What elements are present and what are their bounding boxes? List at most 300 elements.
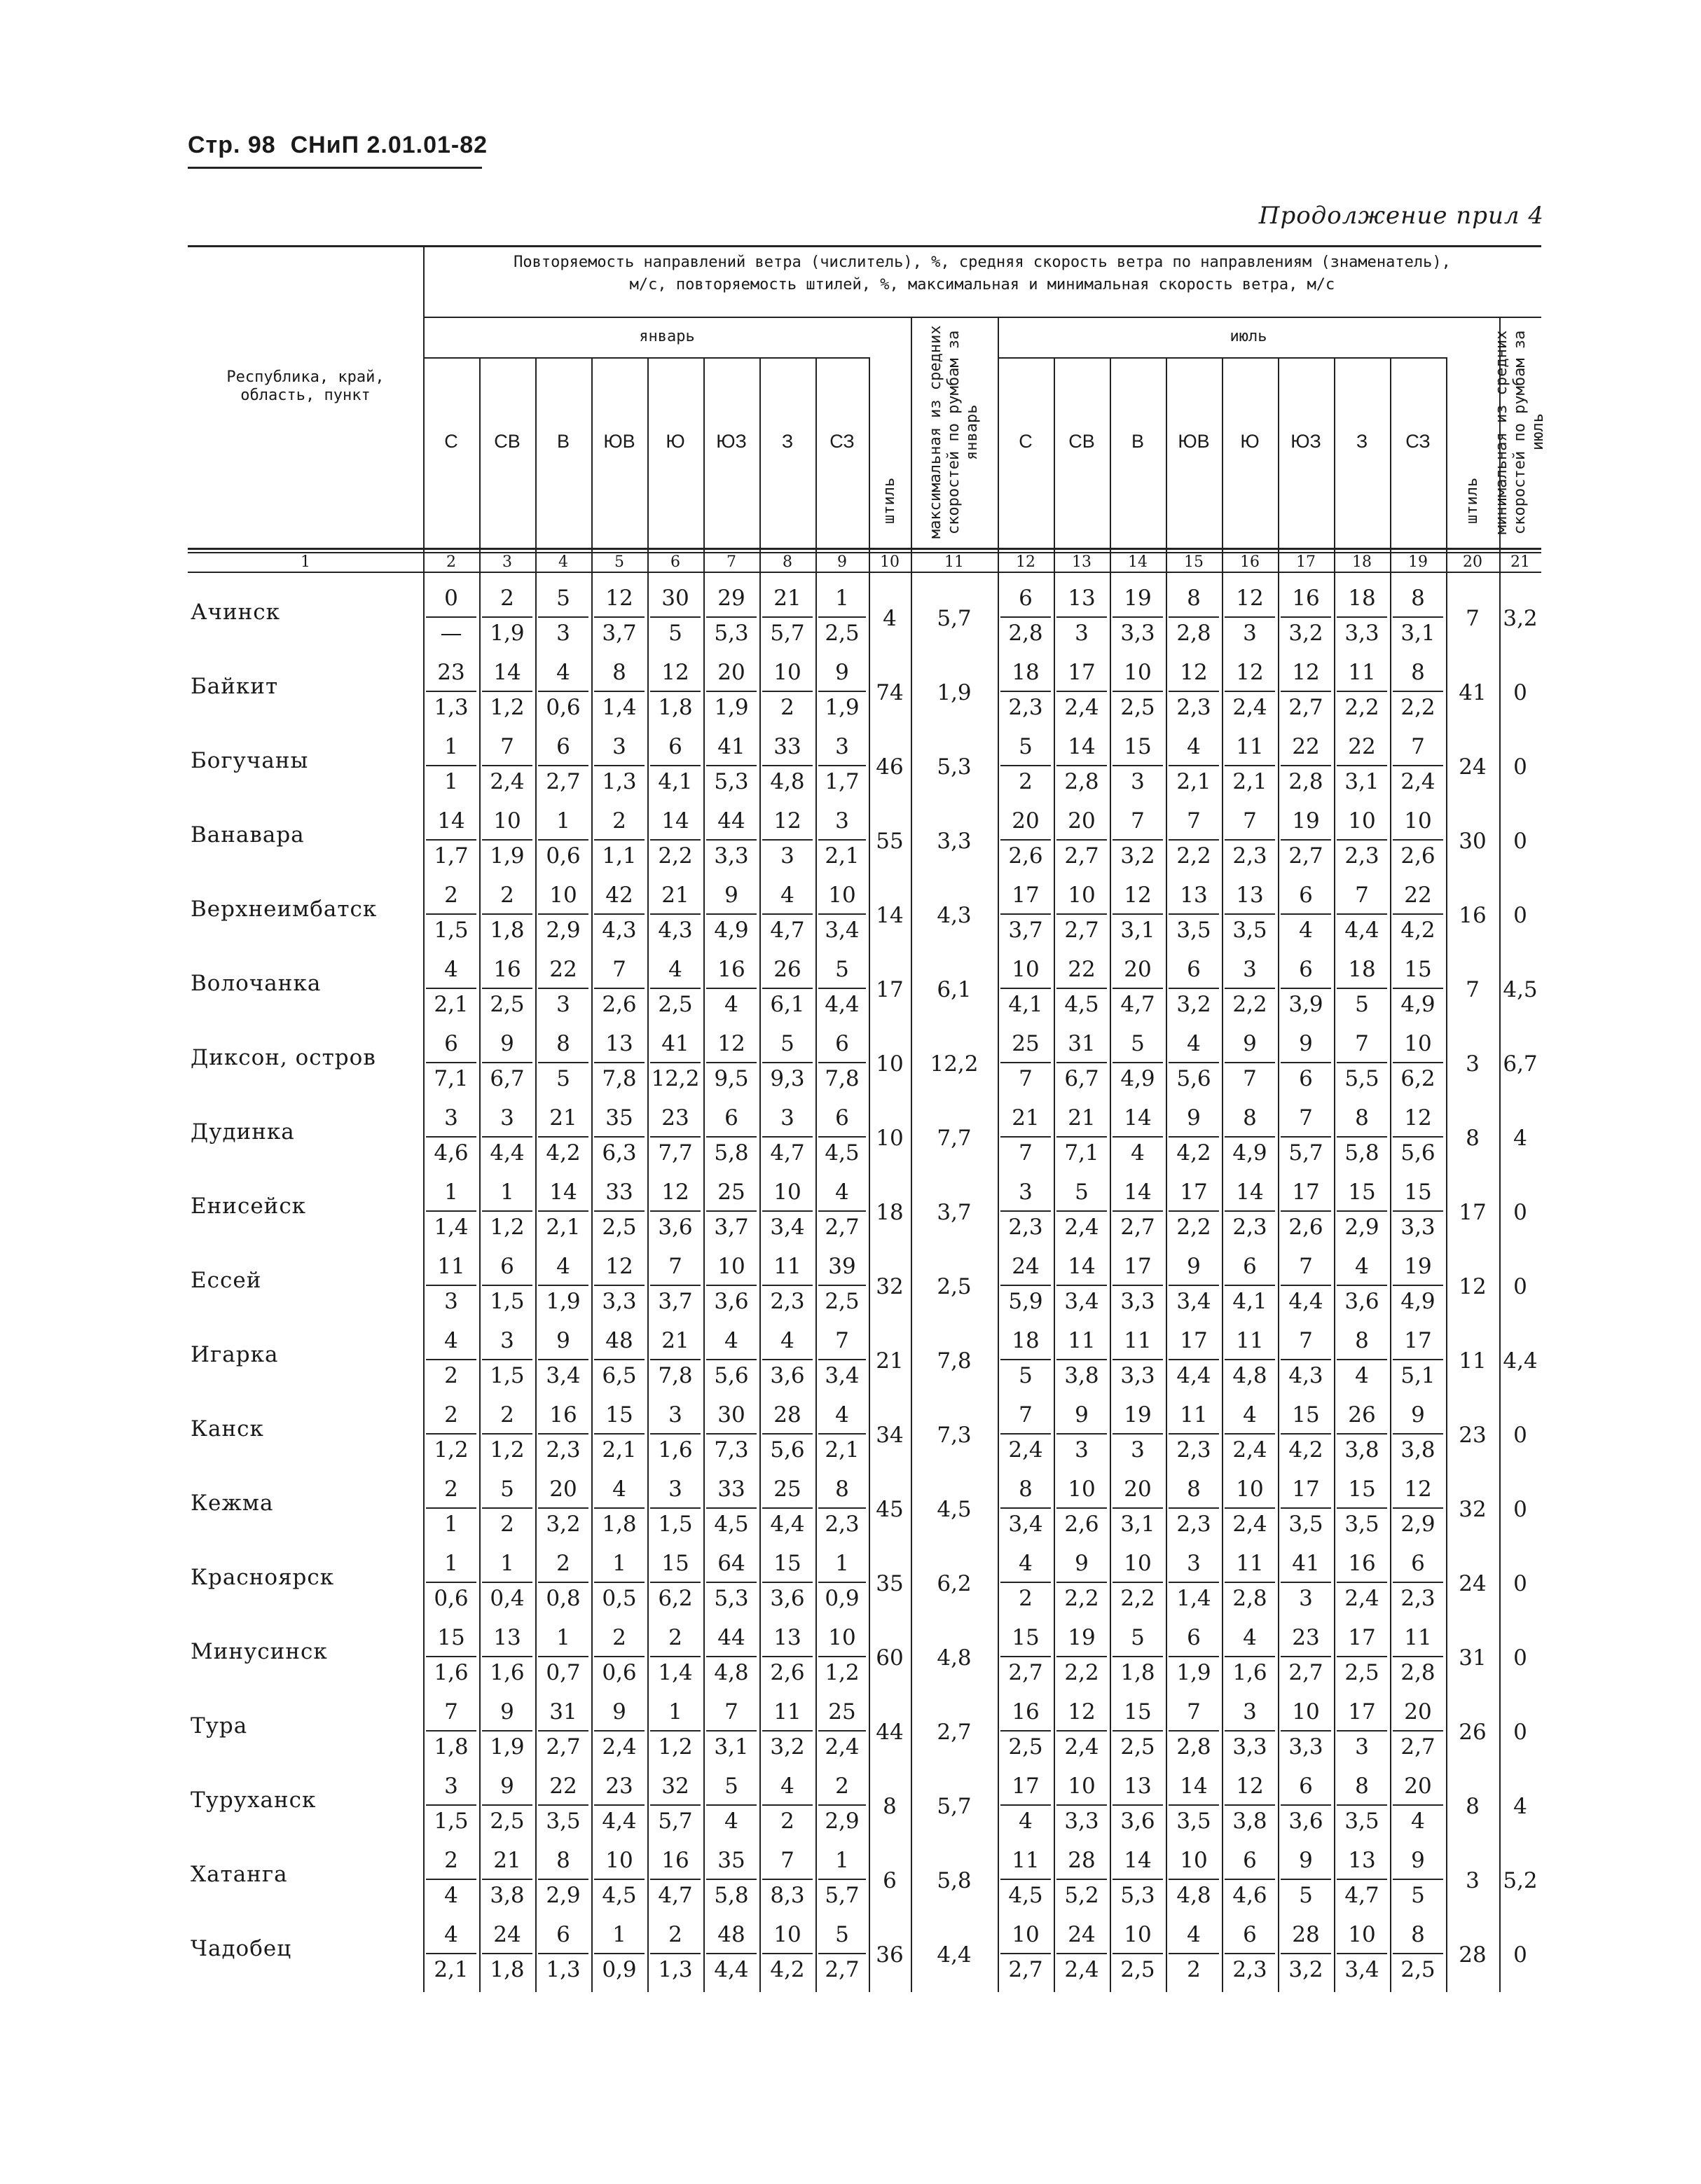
fraction-bar bbox=[426, 1062, 476, 1063]
fraction-bar bbox=[1393, 1656, 1443, 1657]
mean-speed: 1 bbox=[444, 1512, 458, 1537]
fraction-bar bbox=[1281, 1433, 1331, 1435]
jul-calm-value: 7 bbox=[1466, 977, 1480, 1002]
frequency: 21 bbox=[773, 586, 801, 611]
frequency: 15 bbox=[1348, 1477, 1376, 1502]
mean-speed: 3,4 bbox=[546, 1363, 581, 1388]
frequency: 15 bbox=[661, 1551, 689, 1576]
mean-speed: 2 bbox=[1019, 769, 1033, 794]
frequency: 9 bbox=[612, 1699, 626, 1725]
frequency: 3 bbox=[500, 1328, 514, 1353]
mean-speed: 3,4 bbox=[825, 1363, 860, 1388]
fraction-bar bbox=[1337, 1953, 1387, 1954]
mean-speed: 3,3 bbox=[1120, 1363, 1155, 1388]
fraction-bar bbox=[1225, 1730, 1275, 1732]
fraction-bar bbox=[538, 839, 588, 841]
mean-speed: 4,8 bbox=[1176, 1883, 1211, 1908]
jan-calm-value: 18 bbox=[876, 1200, 904, 1225]
frequency: 7 bbox=[1019, 1402, 1033, 1428]
col-number-7: 7 bbox=[726, 553, 736, 571]
wind-fraction bbox=[703, 1475, 759, 1544]
jul-dir-7: СЗ bbox=[1405, 430, 1431, 452]
mean-speed: 2,5 bbox=[1400, 1957, 1435, 1982]
fraction-bar bbox=[1225, 765, 1275, 766]
fraction-bar bbox=[426, 616, 476, 618]
mean-speed: 1,6 bbox=[1232, 1660, 1267, 1685]
wind-fraction bbox=[1054, 1549, 1110, 1618]
frequency: 33 bbox=[605, 1180, 633, 1205]
wind-fraction bbox=[1054, 584, 1110, 653]
fraction-bar bbox=[762, 1285, 813, 1286]
wind-fraction bbox=[1334, 881, 1390, 950]
mean-speed: 5,5 bbox=[1344, 1066, 1379, 1091]
wind-fraction bbox=[591, 1549, 647, 1618]
frequency: 11 bbox=[1068, 1328, 1096, 1353]
fraction-bar bbox=[1225, 1285, 1275, 1286]
mean-speed: 5,3 bbox=[714, 621, 749, 646]
fraction-bar bbox=[482, 1433, 532, 1435]
fraction-bar bbox=[1393, 1062, 1443, 1063]
fraction-bar bbox=[482, 1953, 532, 1954]
wind-fraction bbox=[647, 955, 703, 1024]
fraction-bar bbox=[1000, 691, 1051, 692]
mean-speed: 3,5 bbox=[1344, 1809, 1379, 1834]
frequency: 10 bbox=[1068, 1477, 1096, 1502]
jan-max-value: 6,2 bbox=[937, 1571, 972, 1596]
jan-dir-6: З bbox=[781, 430, 794, 452]
wind-fraction bbox=[1222, 733, 1278, 801]
mean-speed: 2,1 bbox=[602, 1437, 637, 1463]
mean-speed: 0,4 bbox=[490, 1586, 525, 1611]
jul-min-value: 4 bbox=[1513, 1794, 1527, 1819]
fraction-bar bbox=[1169, 1359, 1219, 1360]
frequency: 1 bbox=[500, 1180, 514, 1205]
mean-speed: 2,7 bbox=[1064, 918, 1099, 943]
mean-speed: 2,9 bbox=[1344, 1215, 1379, 1240]
mean-speed: 3,3 bbox=[1288, 1734, 1323, 1760]
mean-speed: 2,2 bbox=[1400, 695, 1435, 720]
jan-calm-value: 46 bbox=[876, 754, 904, 780]
frequency: 3 bbox=[500, 1105, 514, 1131]
fraction-bar bbox=[1169, 839, 1219, 841]
frequency: 6 bbox=[1411, 1551, 1425, 1576]
fraction-bar bbox=[426, 913, 476, 915]
jan-dir-1: СВ bbox=[494, 430, 521, 452]
fraction-bar bbox=[1225, 1804, 1275, 1806]
frequency: 12 bbox=[1236, 660, 1264, 685]
frequency: 2 bbox=[500, 1402, 514, 1428]
frequency: 17 bbox=[1012, 1774, 1040, 1799]
mean-speed: 4,1 bbox=[1008, 992, 1043, 1017]
fraction-bar bbox=[818, 1062, 866, 1063]
frequency: 2 bbox=[556, 1551, 570, 1576]
mean-speed: 5,7 bbox=[770, 621, 805, 646]
fraction-bar bbox=[762, 1136, 813, 1138]
mean-speed: 3,5 bbox=[1344, 1512, 1379, 1537]
fraction-bar bbox=[818, 1210, 866, 1212]
mean-speed: 2,7 bbox=[1400, 1734, 1435, 1760]
wind-fraction bbox=[1166, 1104, 1222, 1173]
mean-speed: 4,4 bbox=[1288, 1289, 1323, 1314]
wind-fraction bbox=[1110, 1178, 1166, 1247]
col-number-14: 14 bbox=[1128, 553, 1148, 571]
fraction-bar bbox=[1113, 616, 1163, 618]
mean-speed: 2,4 bbox=[1064, 1957, 1099, 1982]
wind-fraction bbox=[647, 1698, 703, 1767]
fraction-bar bbox=[482, 1062, 532, 1063]
frequency: 41 bbox=[717, 734, 745, 759]
mean-speed: 4,2 bbox=[546, 1140, 581, 1166]
frequency: 9 bbox=[1243, 1031, 1257, 1056]
mean-speed: 6,2 bbox=[1400, 1066, 1435, 1091]
wind-fraction bbox=[535, 733, 591, 801]
wind-fraction bbox=[479, 1698, 535, 1767]
wind-fraction bbox=[1334, 584, 1390, 653]
jul-calm-value: 24 bbox=[1459, 1571, 1487, 1596]
frequency: 2 bbox=[444, 1477, 458, 1502]
col-number-20: 20 bbox=[1463, 553, 1482, 571]
mean-speed: 3 bbox=[1131, 1437, 1145, 1463]
frequency: 15 bbox=[1012, 1625, 1040, 1650]
wind-fraction bbox=[998, 1846, 1054, 1915]
wind-fraction bbox=[815, 658, 869, 727]
fraction-bar bbox=[426, 1210, 476, 1212]
frequency: 10 bbox=[773, 660, 801, 685]
wind-fraction bbox=[1222, 1772, 1278, 1841]
fraction-bar bbox=[1393, 913, 1443, 915]
frequency: 21 bbox=[661, 883, 689, 908]
wind-fraction bbox=[759, 1772, 815, 1841]
fraction-bar bbox=[1281, 839, 1331, 841]
wind-fraction bbox=[1222, 584, 1278, 653]
jul-calm-value: 23 bbox=[1459, 1423, 1487, 1448]
fraction-bar bbox=[1393, 765, 1443, 766]
wind-fraction bbox=[1054, 733, 1110, 801]
frequency: 21 bbox=[1012, 1105, 1040, 1131]
mean-speed: 9,3 bbox=[770, 1066, 805, 1091]
wind-fraction bbox=[1166, 1549, 1222, 1618]
frequency: 7 bbox=[1187, 1699, 1201, 1725]
fraction-bar bbox=[426, 839, 476, 841]
mean-speed: 5 bbox=[1355, 992, 1369, 1017]
frequency: 15 bbox=[1292, 1402, 1320, 1428]
frequency: 1 bbox=[612, 1551, 626, 1576]
mean-speed: 2,7 bbox=[825, 1215, 860, 1240]
wind-fraction bbox=[998, 807, 1054, 876]
mean-speed: 3,5 bbox=[1176, 1809, 1211, 1834]
fraction-bar bbox=[706, 913, 757, 915]
wind-fraction bbox=[998, 1549, 1054, 1618]
fraction-bar bbox=[1113, 1210, 1163, 1212]
mean-speed: 0,7 bbox=[546, 1660, 581, 1685]
frequency: 4 bbox=[668, 957, 682, 982]
fraction-bar bbox=[1337, 616, 1387, 618]
mean-speed: 0,9 bbox=[602, 1957, 637, 1982]
jan-max-value: 12,2 bbox=[930, 1051, 979, 1077]
fraction-bar bbox=[482, 765, 532, 766]
jul-dir-3: ЮВ bbox=[1178, 430, 1210, 452]
frequency: 31 bbox=[549, 1699, 577, 1725]
mean-speed: 2,6 bbox=[602, 992, 637, 1017]
frequency: 6 bbox=[1187, 1625, 1201, 1650]
wind-fraction bbox=[998, 1104, 1054, 1173]
wind-fraction bbox=[423, 1698, 479, 1767]
fraction-bar bbox=[706, 1062, 757, 1063]
fraction-bar bbox=[650, 839, 701, 841]
wind-fraction bbox=[1222, 1327, 1278, 1395]
frequency: 35 bbox=[605, 1105, 633, 1131]
wind-fraction bbox=[759, 1252, 815, 1321]
mean-speed: 4 bbox=[1411, 1809, 1425, 1834]
wind-fraction bbox=[423, 1475, 479, 1544]
mean-speed: 4,3 bbox=[658, 918, 693, 943]
fraction-bar bbox=[1281, 913, 1331, 915]
wind-fraction bbox=[479, 733, 535, 801]
wind-fraction bbox=[1334, 1772, 1390, 1841]
mean-speed: 2,7 bbox=[546, 1734, 581, 1760]
wind-fraction bbox=[1390, 1178, 1446, 1247]
wind-fraction bbox=[759, 1104, 815, 1173]
mean-speed: 5,8 bbox=[714, 1140, 749, 1166]
mean-speed: 3,3 bbox=[1064, 1809, 1099, 1834]
frequency: 44 bbox=[717, 808, 745, 834]
mean-speed: 5,6 bbox=[1400, 1140, 1435, 1166]
caption: Повторяемость направлений ветра (числитель), %, средняя скорость ветра по направлениям (знаменатель), bbox=[514, 254, 1451, 271]
fraction-bar bbox=[594, 1730, 645, 1732]
mean-speed: 1,4 bbox=[434, 1215, 469, 1240]
mean-speed: 7 bbox=[1019, 1066, 1033, 1091]
frequency: 4 bbox=[780, 1328, 794, 1353]
mean-speed: 2,1 bbox=[1176, 769, 1211, 794]
frequency: 15 bbox=[773, 1551, 801, 1576]
wind-fraction bbox=[998, 1401, 1054, 1470]
frequency: 10 bbox=[549, 883, 577, 908]
frequency: 19 bbox=[1404, 1254, 1432, 1279]
fraction-bar bbox=[1056, 1879, 1107, 1880]
wind-fraction bbox=[423, 1772, 479, 1841]
fraction-bar bbox=[650, 1656, 701, 1657]
mean-speed: 5,3 bbox=[714, 769, 749, 794]
frequency: 21 bbox=[661, 1328, 689, 1353]
mean-speed: 3 bbox=[1131, 769, 1145, 794]
wind-fraction bbox=[998, 1178, 1054, 1247]
frequency: 5 bbox=[1131, 1031, 1145, 1056]
wind-fraction bbox=[815, 1104, 869, 1173]
fraction-bar bbox=[762, 988, 813, 989]
station-name: Волочанка bbox=[191, 971, 322, 996]
fraction-bar bbox=[1056, 1062, 1107, 1063]
wind-fraction bbox=[1054, 1921, 1110, 1989]
fraction-bar bbox=[762, 1879, 813, 1880]
frequency: 13 bbox=[1124, 1774, 1152, 1799]
wind-fraction bbox=[1278, 807, 1334, 876]
jul-calm-value: 11 bbox=[1459, 1348, 1487, 1374]
frequency: 10 bbox=[828, 883, 856, 908]
fraction-bar bbox=[594, 765, 645, 766]
mean-speed: 1,5 bbox=[490, 1363, 525, 1388]
fraction-bar bbox=[706, 1136, 757, 1138]
col-number-1: 1 bbox=[301, 553, 310, 571]
mean-speed: 3,1 bbox=[1120, 918, 1155, 943]
mean-speed: 4,9 bbox=[1400, 1289, 1435, 1314]
frequency: 14 bbox=[1236, 1180, 1264, 1205]
mean-speed: 0,8 bbox=[546, 1586, 581, 1611]
mean-speed: 5,7 bbox=[1288, 1140, 1323, 1166]
wind-fraction bbox=[1166, 584, 1222, 653]
frequency: 4 bbox=[1355, 1254, 1369, 1279]
mean-speed: 4,3 bbox=[1288, 1363, 1323, 1388]
frequency: 17 bbox=[1292, 1180, 1320, 1205]
frequency: 19 bbox=[1124, 586, 1152, 611]
mean-speed: 3,7 bbox=[602, 621, 637, 646]
frequency: 5 bbox=[1075, 1180, 1089, 1205]
fraction-bar bbox=[1337, 1210, 1387, 1212]
col-number-17: 17 bbox=[1296, 553, 1316, 571]
wind-fraction bbox=[1222, 1475, 1278, 1544]
mean-speed: 2,3 bbox=[1232, 843, 1267, 869]
frequency: 2 bbox=[835, 1774, 849, 1799]
jan-max-value: 7,8 bbox=[937, 1348, 972, 1374]
station-name: Чадобец bbox=[191, 1936, 292, 1961]
jul-calm-value: 30 bbox=[1459, 829, 1487, 854]
fraction-bar bbox=[818, 1879, 866, 1880]
mean-speed: 4 bbox=[444, 1883, 458, 1908]
mean-speed: 4,7 bbox=[770, 918, 805, 943]
fraction-bar bbox=[1113, 1656, 1163, 1657]
wind-fraction bbox=[703, 584, 759, 653]
fraction-bar bbox=[1056, 1730, 1107, 1732]
wind-fraction bbox=[535, 955, 591, 1024]
frequency: 7 bbox=[724, 1699, 738, 1725]
wind-fraction bbox=[535, 1698, 591, 1767]
fraction-bar bbox=[426, 765, 476, 766]
frequency: 25 bbox=[828, 1699, 856, 1725]
frequency: 7 bbox=[1299, 1328, 1313, 1353]
mean-speed: 2,8 bbox=[1176, 1734, 1211, 1760]
fraction-bar bbox=[482, 1804, 532, 1806]
fraction-bar bbox=[762, 616, 813, 618]
mean-speed: — bbox=[440, 621, 462, 646]
wind-fraction bbox=[1278, 1104, 1334, 1173]
frequency: 2 bbox=[668, 1922, 682, 1947]
wind-fraction bbox=[1222, 1549, 1278, 1618]
mean-speed: 4,8 bbox=[1232, 1363, 1267, 1388]
frequency: 8 bbox=[556, 1848, 570, 1873]
jan-calm-value: 4 bbox=[883, 606, 897, 631]
wind-fraction bbox=[1110, 1846, 1166, 1915]
frequency: 11 bbox=[1012, 1848, 1040, 1873]
fraction-bar bbox=[1225, 913, 1275, 915]
wind-fraction bbox=[535, 1921, 591, 1989]
col-number-6: 6 bbox=[670, 553, 680, 571]
mean-speed: 2,6 bbox=[1064, 1512, 1099, 1537]
mean-speed: 3,8 bbox=[1064, 1363, 1099, 1388]
frequency: 10 bbox=[1404, 808, 1432, 834]
wind-fraction bbox=[1334, 1401, 1390, 1470]
wind-fraction bbox=[1222, 1104, 1278, 1173]
frequency: 2 bbox=[612, 808, 626, 834]
fraction-bar bbox=[706, 1359, 757, 1360]
jan-dir-3: ЮВ bbox=[603, 430, 635, 452]
mean-speed: 4,2 bbox=[1176, 1140, 1211, 1166]
wind-fraction bbox=[535, 807, 591, 876]
fraction-bar bbox=[1393, 1879, 1443, 1880]
frequency: 1 bbox=[500, 1551, 514, 1576]
wind-fraction bbox=[535, 1327, 591, 1395]
wind-fraction bbox=[591, 1921, 647, 1989]
mean-speed: 1 bbox=[444, 769, 458, 794]
jan-max-value: 4,3 bbox=[937, 903, 972, 928]
frequency: 3 bbox=[780, 1105, 794, 1131]
wind-fraction bbox=[1166, 1624, 1222, 1692]
fraction-bar bbox=[1337, 1582, 1387, 1583]
fraction-bar bbox=[706, 988, 757, 989]
frequency: 7 bbox=[500, 734, 514, 759]
wind-fraction bbox=[815, 955, 869, 1024]
jul-min-value: 0 bbox=[1513, 1571, 1527, 1596]
col-number-3: 3 bbox=[502, 553, 512, 571]
wind-fraction bbox=[535, 1252, 591, 1321]
frequency: 24 bbox=[1012, 1254, 1040, 1279]
wind-fraction bbox=[535, 658, 591, 727]
frequency: 4 bbox=[835, 1180, 849, 1205]
mean-speed: 2,2 bbox=[1232, 992, 1267, 1017]
frequency: 10 bbox=[1348, 1922, 1376, 1947]
jan-calm-value: 10 bbox=[876, 1126, 904, 1151]
mean-speed: 7,1 bbox=[1064, 1140, 1099, 1166]
jan-calm-value: 32 bbox=[876, 1274, 904, 1299]
mean-speed: 2,3 bbox=[1232, 1215, 1267, 1240]
wind-fraction bbox=[1166, 1772, 1222, 1841]
fraction-bar bbox=[1225, 839, 1275, 841]
frequency: 18 bbox=[1348, 957, 1376, 982]
fraction-bar bbox=[426, 1582, 476, 1583]
wind-fraction bbox=[1390, 1030, 1446, 1098]
fraction-bar bbox=[818, 1582, 866, 1583]
frequency: 9 bbox=[1411, 1848, 1425, 1873]
frequency: 4 bbox=[612, 1477, 626, 1502]
frequency: 4 bbox=[1187, 734, 1201, 759]
wind-fraction bbox=[1334, 1178, 1390, 1247]
fraction-bar bbox=[1000, 765, 1051, 766]
frequency: 17 bbox=[1124, 1254, 1152, 1279]
jul-min-value: 0 bbox=[1513, 1942, 1527, 1968]
wind-fraction bbox=[1166, 1846, 1222, 1915]
mean-speed: 4,4 bbox=[714, 1957, 749, 1982]
wind-fraction bbox=[998, 658, 1054, 727]
wind-fraction bbox=[1278, 1698, 1334, 1767]
fraction-bar bbox=[1113, 691, 1163, 692]
mean-speed: 1,7 bbox=[434, 843, 469, 869]
frequency: 15 bbox=[1404, 1180, 1432, 1205]
col-number-19: 19 bbox=[1408, 553, 1428, 571]
wind-fraction bbox=[1390, 1252, 1446, 1321]
fraction-bar bbox=[538, 1656, 588, 1657]
frequency: 10 bbox=[1012, 1922, 1040, 1947]
fraction-bar bbox=[762, 1359, 813, 1360]
mean-speed: 1,5 bbox=[490, 1289, 525, 1314]
col-number-10: 10 bbox=[880, 553, 900, 571]
frequency: 9 bbox=[1299, 1031, 1313, 1056]
mean-speed: 2,9 bbox=[825, 1809, 860, 1834]
wind-fraction bbox=[1390, 1846, 1446, 1915]
fraction-bar bbox=[706, 1210, 757, 1212]
wind-fraction bbox=[998, 1327, 1054, 1395]
mean-speed: 7,1 bbox=[434, 1066, 469, 1091]
mean-speed: 4,3 bbox=[602, 918, 637, 943]
frequency: 3 bbox=[444, 1774, 458, 1799]
jul-calm-value: 8 bbox=[1466, 1794, 1480, 1819]
